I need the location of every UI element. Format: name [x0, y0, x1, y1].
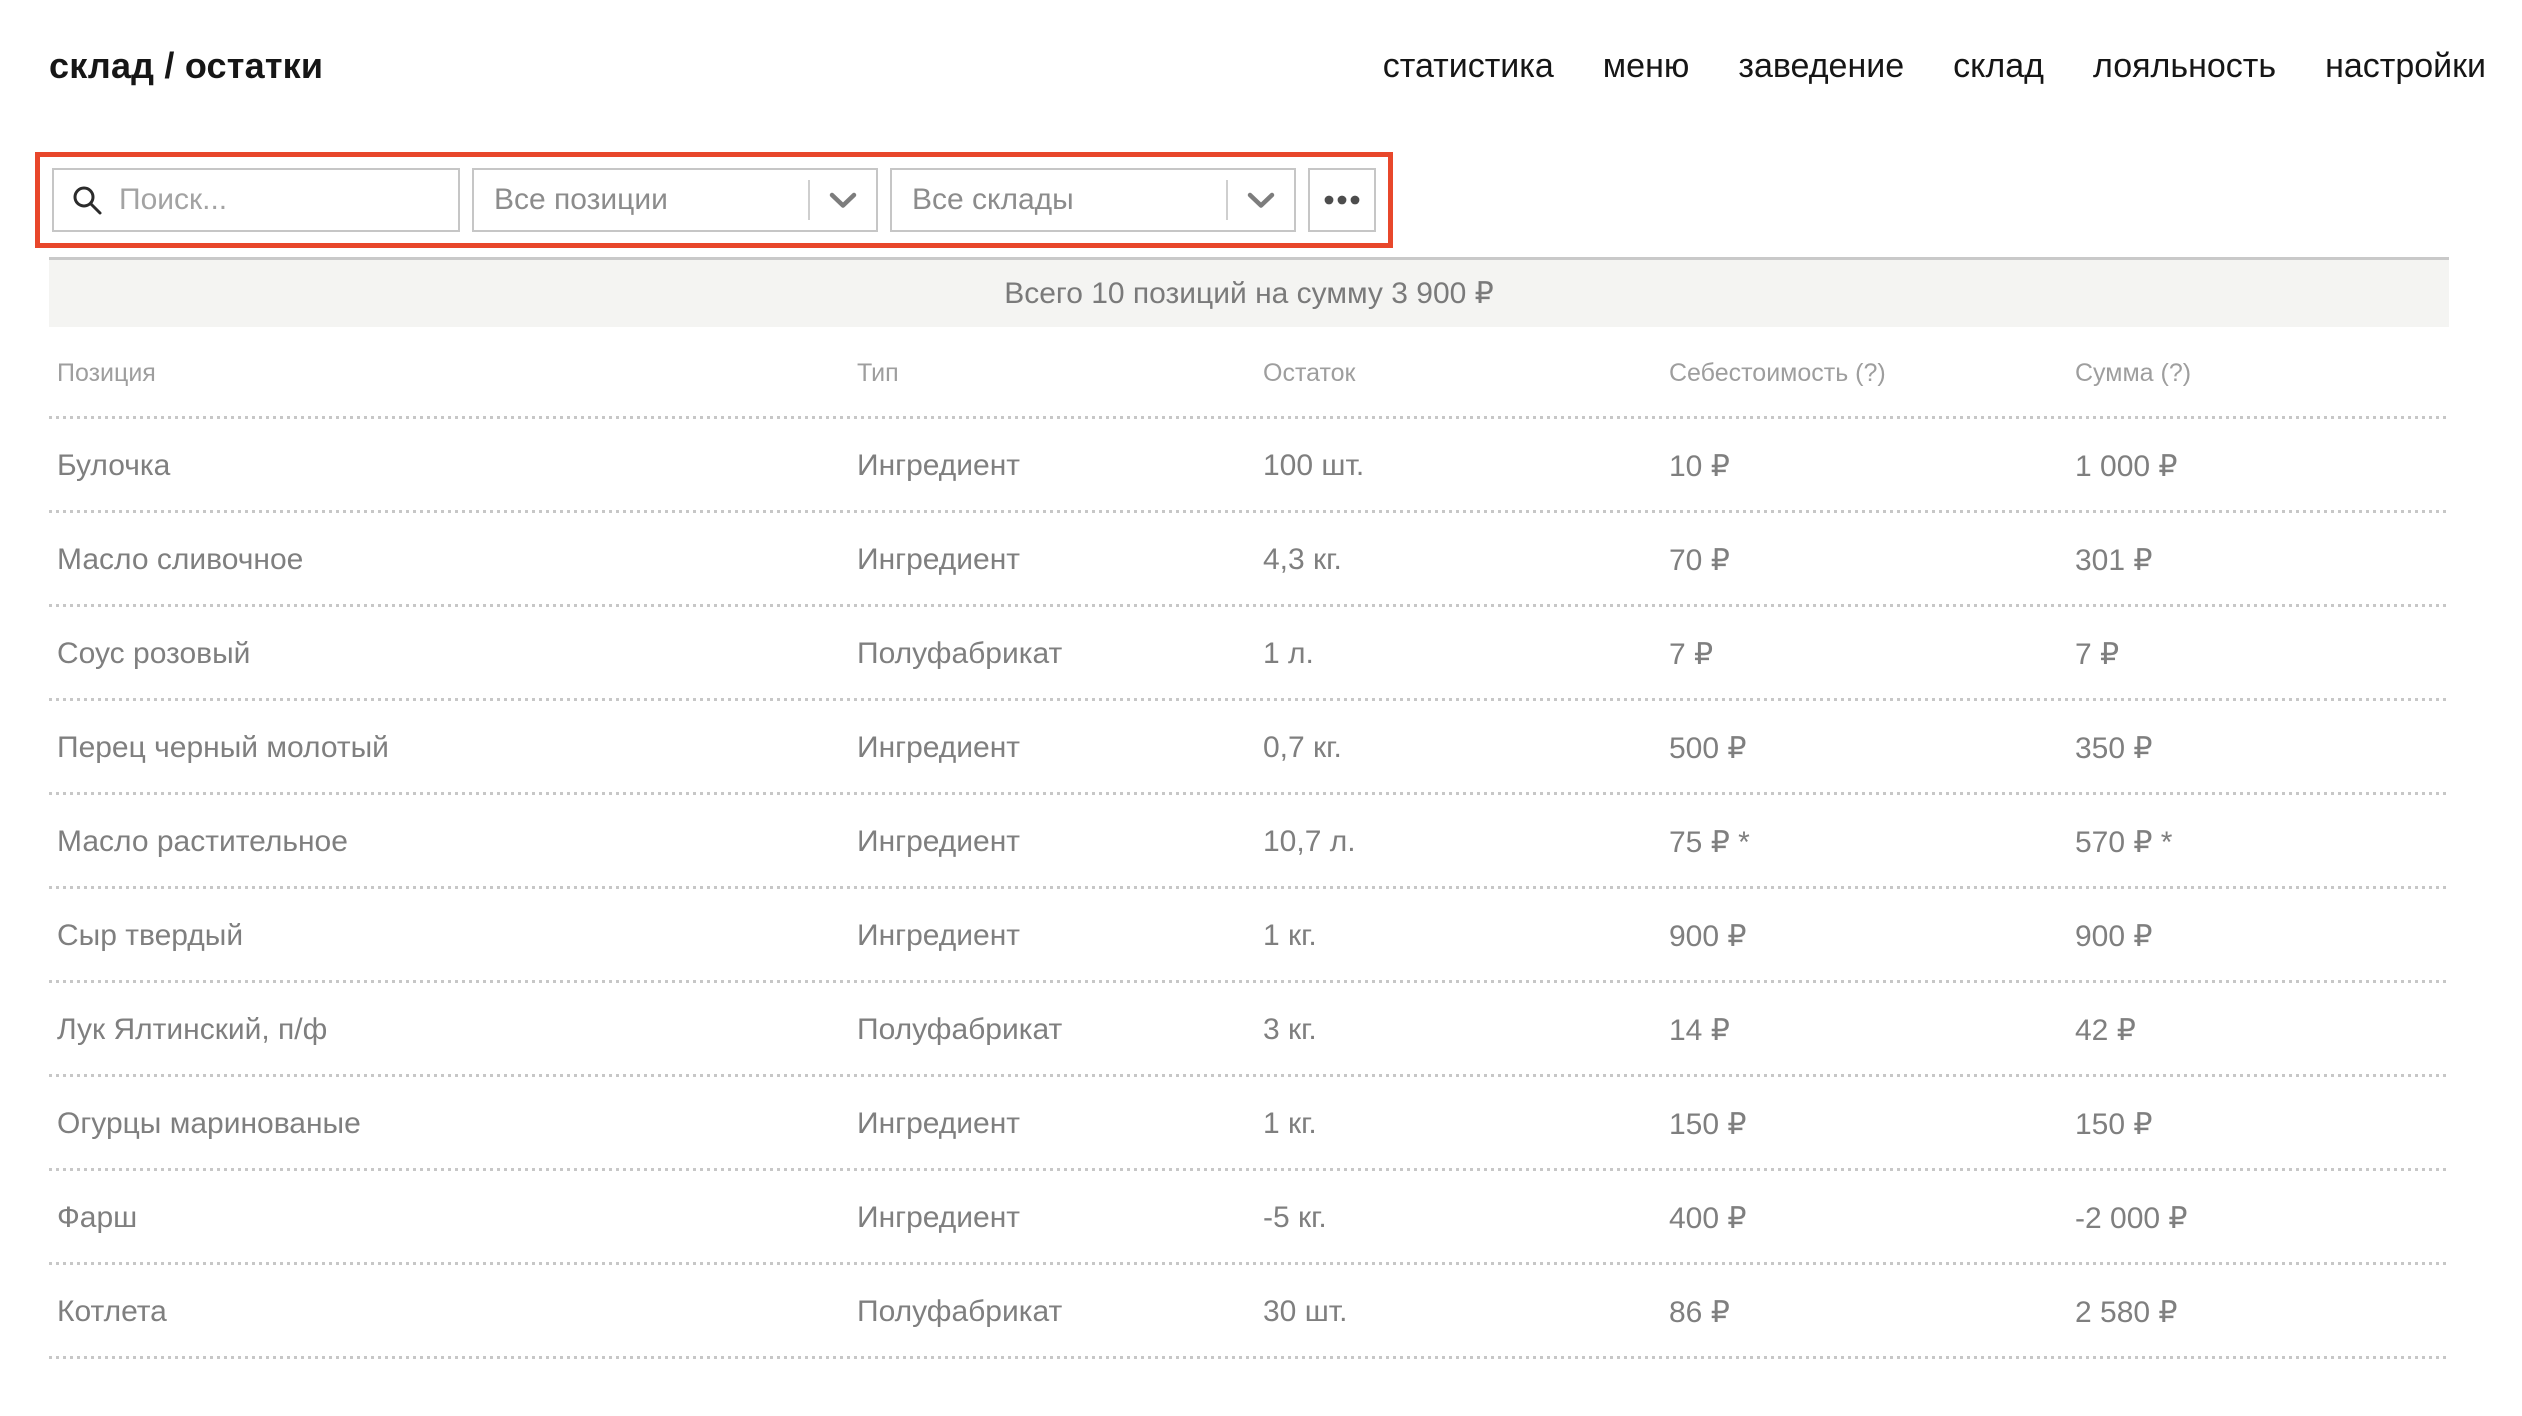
column-header-type: Тип — [857, 358, 899, 387]
positions-filter-value: Все позиции — [494, 183, 668, 216]
cell-position: Лук Ялтинский, п/ф — [57, 1013, 328, 1046]
column-header-cost: Себестоимость (?) — [1669, 358, 1886, 387]
cell-sum: 350 ₽ — [2075, 731, 2153, 765]
table-row[interactable] — [49, 1265, 2449, 1359]
cell-type: Ингредиент — [857, 543, 1021, 576]
cell-sum: 1 000 ₽ — [2075, 449, 2178, 483]
cell-position: Соус розовый — [57, 637, 251, 670]
cell-cost: 10 ₽ — [1669, 449, 1730, 483]
nav-item-warehouse[interactable]: склад — [1953, 46, 2044, 85]
cell-stock: 30 шт. — [1263, 1295, 1348, 1328]
cell-type: Ингредиент — [857, 449, 1021, 482]
table-row[interactable] — [49, 1077, 2449, 1171]
main-nav — [1383, 47, 2486, 86]
cell-position: Булочка — [57, 449, 171, 482]
top-bar — [0, 0, 2522, 92]
nav-item-loyalty[interactable]: лояльность — [2092, 46, 2277, 85]
cell-stock: 3 кг. — [1263, 1013, 1317, 1046]
cell-type: Полуфабрикат — [857, 1295, 1063, 1328]
column-header-sum: Сумма (?) — [2075, 358, 2192, 387]
cell-stock: 1 кг. — [1263, 919, 1317, 952]
table-row[interactable] — [49, 419, 2449, 513]
nav-item-settings[interactable]: настройки — [2325, 46, 2486, 85]
cell-type: Ингредиент — [857, 1201, 1021, 1234]
cell-position: Огурцы маринованые — [57, 1107, 361, 1140]
more-options-button[interactable] — [1308, 168, 1376, 232]
filter-section — [35, 152, 2522, 248]
table-row[interactable] — [49, 607, 2449, 701]
summary-bar — [49, 257, 2449, 327]
cell-type: Ингредиент — [857, 1107, 1021, 1140]
cell-cost: 500 ₽ — [1669, 731, 1747, 765]
cell-position: Сыр твердый — [57, 919, 244, 952]
positions-filter-dropdown[interactable] — [472, 168, 878, 232]
chevron-down-icon — [1228, 192, 1294, 209]
cell-position: Перец черный молотый — [57, 731, 389, 764]
cell-cost: 70 ₽ — [1669, 543, 1730, 577]
cell-type: Ингредиент — [857, 731, 1021, 764]
cell-sum: 7 ₽ — [2075, 637, 2120, 671]
chevron-down-icon — [810, 192, 876, 209]
search-box — [52, 168, 460, 232]
main-content — [49, 257, 2449, 1359]
cell-position: Масло растительное — [57, 825, 348, 858]
cell-sum: -2 000 ₽ — [2075, 1201, 2188, 1235]
red-annotation-box — [35, 152, 1393, 248]
cell-cost: 7 ₽ — [1669, 637, 1714, 671]
cell-position: Масло сливочное — [57, 543, 304, 576]
cell-stock: 0,7 кг. — [1263, 731, 1342, 764]
search-input[interactable] — [103, 170, 458, 230]
nav-item-menu[interactable]: меню — [1602, 46, 1690, 85]
table-row[interactable] — [49, 513, 2449, 607]
table-row[interactable] — [49, 889, 2449, 983]
nav-item-venue[interactable]: заведение — [1738, 46, 1905, 85]
cell-sum: 2 580 ₽ — [2075, 1295, 2178, 1329]
cell-position: Котлета — [57, 1295, 167, 1328]
warehouses-filter-dropdown[interactable] — [890, 168, 1296, 232]
cell-stock: 1 кг. — [1263, 1107, 1317, 1140]
cell-sum: 900 ₽ — [2075, 919, 2153, 953]
cell-stock: -5 кг. — [1263, 1201, 1327, 1234]
column-header-stock: Остаток — [1263, 358, 1356, 387]
cell-cost: 400 ₽ — [1669, 1201, 1747, 1235]
cell-stock: 10,7 л. — [1263, 825, 1356, 858]
cell-cost: 75 ₽ * — [1669, 825, 1750, 859]
cell-cost: 150 ₽ — [1669, 1107, 1747, 1141]
table-header-row — [49, 327, 2449, 419]
search-icon — [71, 184, 103, 216]
cell-stock: 1 л. — [1263, 637, 1314, 670]
table-row[interactable] — [49, 701, 2449, 795]
cell-type: Полуфабрикат — [857, 1013, 1063, 1046]
cell-position: Фарш — [57, 1201, 138, 1234]
table-row[interactable] — [49, 1171, 2449, 1265]
cell-sum: 150 ₽ — [2075, 1107, 2153, 1141]
ellipsis-icon — [1324, 195, 1360, 205]
table-row[interactable] — [49, 795, 2449, 889]
cell-stock: 4,3 кг. — [1263, 543, 1342, 576]
page-title: склад / остатки — [49, 45, 324, 86]
cell-type: Полуфабрикат — [857, 637, 1063, 670]
warehouses-filter-value: Все склады — [912, 183, 1074, 216]
cell-cost: 86 ₽ — [1669, 1295, 1730, 1329]
cell-cost: 14 ₽ — [1669, 1013, 1730, 1047]
cell-sum: 301 ₽ — [2075, 543, 2153, 577]
cell-type: Ингредиент — [857, 825, 1021, 858]
nav-item-statistics[interactable]: статистика — [1382, 46, 1554, 85]
cell-sum: 570 ₽ * — [2075, 825, 2173, 859]
cell-type: Ингредиент — [857, 919, 1021, 952]
table-row[interactable] — [49, 983, 2449, 1077]
cell-stock: 100 шт. — [1263, 449, 1365, 482]
cell-cost: 900 ₽ — [1669, 919, 1747, 953]
cell-sum: 42 ₽ — [2075, 1013, 2136, 1047]
summary-text: Всего 10 позиций на сумму 3 900 ₽ — [1004, 277, 1494, 310]
column-header-position: Позиция — [57, 358, 156, 387]
